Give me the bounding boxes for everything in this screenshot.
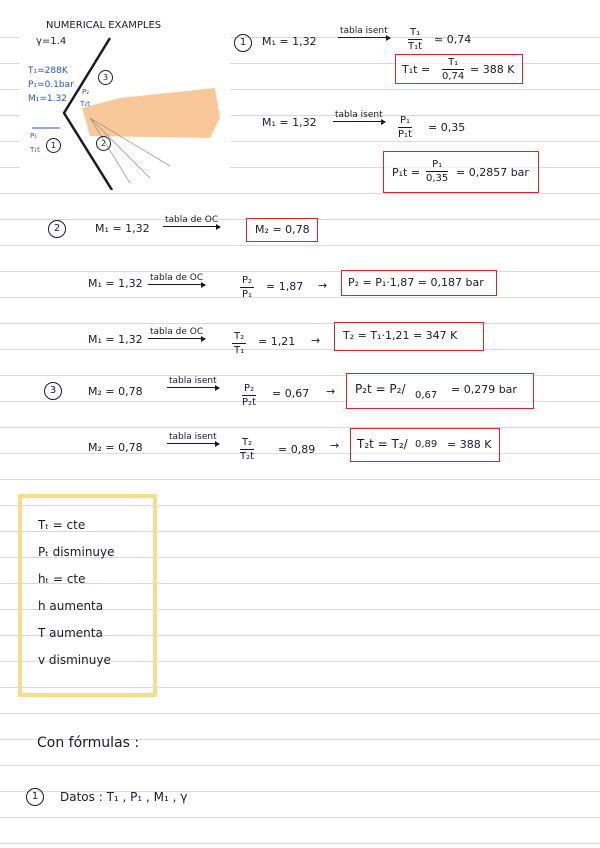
sketch-area [20, 18, 230, 190]
s3-row1-lhs: M₂ = 0,78 [88, 385, 143, 398]
s3-row1-frac: $\frac{\text{P₂}}{\text{P₂t}}$ [242, 383, 256, 408]
s3-row2-arrow: tabla isent [169, 432, 217, 442]
summary-item: Pₜ disminuye [38, 545, 115, 559]
sketch-small-P1: P₁ [30, 132, 38, 140]
s2-row2-arrow: tabla de OC [150, 273, 204, 283]
s2-row2-rhs: = 1,87 [266, 280, 304, 293]
sketch-gamma: γ=1.4 [36, 36, 67, 47]
sketch-region-1: 1 [46, 138, 61, 153]
s1-row2-result-box: P₁t = $\frac{\text{P₁}}{0,35}$ = 0,2857 bar [383, 151, 539, 193]
s1-row1-lhs: M₁ = 1,32 [262, 35, 317, 48]
sketch-small-P2: P₂ [82, 88, 90, 96]
s1-row2-arrow: tabla isent [335, 110, 383, 120]
section-1-number: 1 [234, 34, 252, 52]
s1-row2-lhs: M₁ = 1,32 [262, 116, 317, 129]
s1-row1-rhs: ≈ 0,74 [434, 33, 472, 46]
s2-row1-lhs: M₁ = 1,32 [95, 222, 150, 235]
summary-box [18, 494, 157, 697]
s1-row1-arrow: tabla isent [340, 26, 388, 36]
s2-row3-frac: $\frac{\text{T₂}}{\text{T₁}}$ [234, 331, 245, 356]
s3-row2-result-box: T₂t = T₂/ 0,89 = 388 K [350, 428, 500, 462]
s3-row2-frac: $\frac{\text{T₂}}{\text{T₂t}}$ [240, 437, 255, 462]
s2-row3-arrow: tabla de OC [150, 327, 204, 337]
s2-row2-result-box: P₂ = P₁·1,87 = 0,187 bar [341, 270, 497, 296]
s3-row1-result-box: P₂t = P₂/ 0,67 = 0,279 bar [346, 373, 534, 409]
s3-row1-to: → [326, 385, 336, 398]
s3-row2-rhs: = 0,89 [278, 443, 316, 456]
s3-row1-arrow: tabla isent [169, 376, 217, 386]
s2-row1-result-box: M₂ = 0,78 [246, 218, 318, 242]
s2-row3-to: → [311, 334, 321, 347]
formulas-title: Con fórmulas : [37, 735, 140, 751]
sketch-T1: T₁=288K [28, 66, 68, 76]
sketch-small-T1t: T₁t [30, 146, 40, 154]
s2-row1-arrow: tabla de OC [165, 215, 219, 225]
s2-row2-to: → [318, 279, 328, 292]
sketch-region-2: 2 [96, 136, 111, 151]
formulas-datos: Datos : T₁ , P₁ , M₁ , γ [60, 790, 188, 804]
summary-list [38, 518, 115, 680]
s3-row1-rhs: = 0,67 [272, 387, 310, 400]
s1-row1-frac: $\frac{\text{T₁}}{\text{T₁t}}$ [408, 27, 423, 52]
sketch-title: NUMERICAL EXAMPLES [46, 20, 162, 31]
summary-item: hₜ = cte [38, 572, 86, 586]
s2-row3-lhs: M₁ = 1,32 [88, 333, 143, 346]
summary-item: T aumenta [38, 626, 103, 640]
section-3-number: 3 [44, 382, 62, 400]
section-2-number: 2 [48, 220, 66, 238]
summary-item: h aumenta [38, 599, 104, 613]
s1-row1-result-box: T₁t = $\frac{\text{T₁}}{0,74}$ = 388 K [395, 54, 523, 84]
sketch-M1: M₁=1.32 [28, 94, 67, 104]
s2-row2-lhs: M₁ = 1,32 [88, 277, 143, 290]
s2-row3-result-box: T₂ = T₁·1,21 = 347 K [334, 322, 484, 351]
s1-row2-frac: $\frac{\text{P₁}}{\text{P₁t}}$ [398, 115, 412, 140]
formulas-number: 1 [26, 788, 44, 806]
sketch-region-3: 3 [98, 70, 113, 85]
s3-row2-to: → [330, 439, 340, 452]
summary-item: v disminuye [38, 653, 111, 667]
wedge-diagram [20, 18, 230, 190]
sketch-small-T2t: T₂t [80, 100, 90, 108]
s2-row3-rhs: = 1,21 [258, 335, 296, 348]
s3-row2-lhs: M₂ = 0,78 [88, 441, 143, 454]
s1-row2-rhs: = 0,35 [428, 121, 466, 134]
summary-item: Tₜ = cte [38, 518, 86, 532]
s2-row2-frac: $\frac{\text{P₂}}{\text{P₁}}$ [242, 275, 253, 300]
sketch-p1: P₁=0.1bar [28, 80, 74, 90]
